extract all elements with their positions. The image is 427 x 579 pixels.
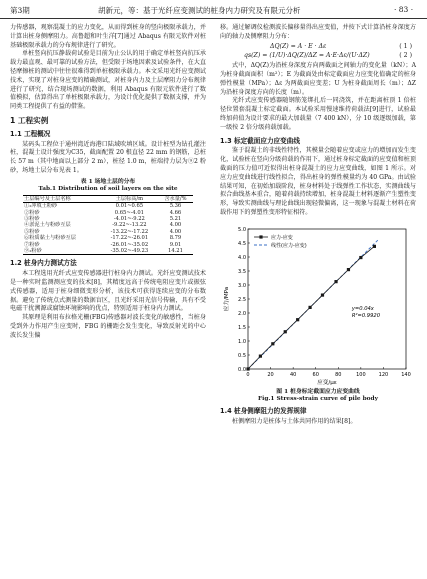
x-tick-label: 140 xyxy=(401,371,411,378)
paragraph: 移。通过解调仪检测波长偏移量得出应变值，并按下式计算沿桩身深度方向的轴力及侧摩阻力分布： xyxy=(220,24,416,40)
paragraph: 本工程选用光纤式应变传感器进行桩身内力测试。光纤应变测试技术是一种实时监测测应变的技术[8]，其精度远高于传统电阻应变片或振弦式传感器，适用于桩身细微变形分析，该技术可获得连续应变的分布数据。避免了传统点式测量的数据盲区，且光纤采用光信号传输，具有不受电磁干扰溯源或腐蚀环境影响的优点，特别适用于桩身内力测试。 xyxy=(10,270,206,313)
data-point xyxy=(373,244,376,247)
subsection-heading: 1.1 工程概况 xyxy=(10,129,51,138)
y-tick-label: 2.5 xyxy=(238,296,246,303)
paragraph: 单桩竖向抗压静载荷试验是目前为止公认的用于确定单桩竖向抗压承载力最直观、最可靠的试验方法，但受限于场地因素及试验条件，在大直径摩擦桩的测试中往往很难得到单桩极限承载力。本文采用光纤应变测试技术，实现了对桩身应变的精确测试，对桩身内力及土层摩阻力分布规律进行了研究，结合现场测试的数据，利用 Abaqus 有限元软件进行了数值模拟，估算得出了单桩极限承载力，为设计优化提供了数据支撑，并为同类工程提供了有益的借鉴。 xyxy=(10,50,206,111)
y-tick-label: 3.0 xyxy=(238,282,246,289)
paragraph: 其原理是利用布拉格光栅(FBG)传感器对波长变化的敏感性，当桩身受到外力作用产生应变时，FBG 的栅距会发生变化，导致反射光的中心波长发生偏 xyxy=(10,314,206,339)
table-cell: ⑤粉砂 xyxy=(24,228,40,235)
table-cell: -13.22~-17.22 xyxy=(110,228,149,235)
table-cell: 4.66 xyxy=(169,209,182,216)
x-tick-label: 0 xyxy=(246,371,250,378)
soil-layer-table xyxy=(23,195,193,256)
paragraph: 桩侧摩阻力是桩体与土体共同作用的结果[8]。 xyxy=(232,417,357,425)
table-cell: ③粉砂 xyxy=(24,215,40,222)
legend-label-1: 应力-应变 xyxy=(271,234,293,241)
data-point xyxy=(347,268,350,271)
paragraph: 式中，ΔQ(Z)为沿桩身深度方向两截面之间轴力的变化量（kN）；A 为桩身截面面积（m²）；E 为截面处由标定截面应力应变化值确定的桩身弹性模量（MPa）；Δε 为两截面应变差；U 为桩身截面周长（m）；ΔZ 为沿桩身深度方向的长度（m）。 xyxy=(220,62,416,96)
table-cell: -4.01~-9.22 xyxy=(113,215,145,222)
x-tick-label: 120 xyxy=(378,371,389,378)
running-title: 胡新元，等：基于光纤应变测试的桩身内力研究及有限元分析 xyxy=(98,6,301,15)
table-cell: -17.22~-26.01 xyxy=(110,235,149,242)
issue-number: 第3期 xyxy=(10,6,30,15)
paragraph: 鉴于混凝土的非线性特性，其模量会随着应变或应力的增加而发生变化，试验桩在竖向分级荷载的作用下，通过桩身标定截面的应变值和桩顶截面的压力值可近似得出桩身混凝土的应力应变曲线，如图 1 所示。对应力应变曲线进行线性拟合，得出桩身的弹性模量约为 40 GPa。由试验结果可知，在初始加载阶段，桩身材料处于线弹性工作状态，实测曲线与拟合曲线基本重合，随着荷载持续增加，桩身混凝土材料逐渐产生塑性变形，导致实测曲线与理论曲线出现轻微偏离，这一现象与混凝土材料在荷载作用下的弹塑性变形特征相符。 xyxy=(220,147,416,216)
stress-strain-chart xyxy=(220,221,416,389)
plot-frame xyxy=(248,229,406,369)
figure-caption-en: Fig.1 Stress-strain curve of pile body xyxy=(258,395,378,402)
data-point xyxy=(359,256,362,259)
table-cell: -9.22~-13.22 xyxy=(112,222,147,229)
x-tick-label: 60 xyxy=(312,371,319,378)
y-tick-label: 5.0 xyxy=(238,226,246,233)
x-tick-label: 100 xyxy=(356,371,366,378)
figure-caption-cn: 图 1 桩身标定截面应力应变曲线 xyxy=(276,388,360,395)
equation-2-body: qs(Z) = (1/U)·ΔQ(Z)/ΔZ = A·E·Δε/(U·ΔZ) xyxy=(244,52,370,60)
table-cell: 14.21 xyxy=(158,248,193,255)
table-cell: 9.01 xyxy=(169,241,182,248)
y-axis-label: 应力/MPa xyxy=(224,286,230,311)
y-tick-label: 3.5 xyxy=(238,268,246,275)
table-cell: ⑨₂粉砂 xyxy=(23,248,101,255)
fit-annotation: y=0.04x xyxy=(351,305,374,312)
y-tick-label: 1.5 xyxy=(238,324,246,331)
table-cell: -35.02~-49.23 xyxy=(101,248,158,255)
data-point xyxy=(334,280,337,283)
legend-marker-1 xyxy=(259,235,262,238)
table-row xyxy=(23,203,193,210)
table-caption-en: Tab.1 Distribution of soil layers on the site xyxy=(38,185,178,192)
data-point xyxy=(296,318,299,321)
equation-1-body: ΔQ(Z) = A · E · Δε xyxy=(270,42,327,50)
subsection-heading: 1.2 桩身内力测试方法 xyxy=(10,259,77,268)
y-tick-label: 0.0 xyxy=(238,366,246,373)
right-column xyxy=(220,24,416,426)
table-cell: 4.00 xyxy=(169,228,182,235)
x-axis-label: 应变/με xyxy=(317,379,337,386)
table-cell: 0.01~0.65 xyxy=(115,203,144,210)
y-tick-label: 2.0 xyxy=(238,310,246,317)
legend-label-2: 线性(应力-应变) xyxy=(271,242,307,249)
left-column xyxy=(10,24,206,341)
data-point xyxy=(246,367,249,370)
x-tick-label: 20 xyxy=(267,371,274,378)
paragraph: 某码头工程位于通州湾近海港口陆域吹填区域。设计桩型为钻孔灌注桩，混凝土设计强度为C35，截面配置 20 根直径 22 mm 的钢筋，总桩长 57 m（其中地面以上部分 2 m），桩径 1.0 m，桩端持力层为⑨2 粉砂，场地土层分布见表 1。 xyxy=(10,140,206,174)
table-header-cell: 土层标高/m xyxy=(101,195,158,202)
y-tick-label: 4.0 xyxy=(238,254,246,261)
table-cell: ②粉砂 xyxy=(24,209,40,216)
table-cell: -26.01~-35.02 xyxy=(110,241,149,248)
table-cell: 8.79 xyxy=(169,235,182,242)
data-point xyxy=(259,354,262,357)
equation-2 xyxy=(220,52,416,61)
fit-annotation: R²=0.9920 xyxy=(351,312,381,319)
table-cell: 5.21 xyxy=(169,215,182,222)
table-cell: ⑥粉质黏土与粉砂互层 xyxy=(24,235,76,242)
table-cell: ④淤泥土与粉砂互层 xyxy=(24,222,71,229)
figure-caption xyxy=(220,389,416,403)
table-row xyxy=(23,248,193,255)
equation-2-number: ( 2 ) xyxy=(399,52,412,60)
table-cell: 4.00 xyxy=(169,222,182,229)
table-header-cell: 土层编号及土层名称 xyxy=(23,195,101,202)
y-tick-label: 1.0 xyxy=(238,338,246,345)
table-cell: ①₂冲填土粉砂 xyxy=(24,203,58,210)
paragraph: 力传感器，观察混凝土的应力变化，从而得到桩身的竖向极限承载力，并计算出桩身侧摩阻力。高鲁超和叶生洋[7]通过 Abaqus 有限元软件对桩基础极限承载力的分布规律进行了研究。 xyxy=(10,24,206,49)
paragraph: 光纤式应变传感器随钢筋笼绑扎后一同浇筑，并在距离桩顶 1 倍桩径位置套混凝土标定截面。本试验采用慢速维持荷载法[9]进行，试验最终加荷值为设计要求的最大加载量（7 400 kN），分 10 级逐级加载，第一级按 2 倍分级荷载加载。 xyxy=(220,97,416,131)
equation-1-number: ( 1 ) xyxy=(399,42,412,50)
page-number: · 83 · xyxy=(394,5,414,14)
y-tick-label: 0.5 xyxy=(238,352,246,359)
subsection-heading: 1.4 桩身侧摩阻力的发挥规律 xyxy=(220,406,307,415)
data-point xyxy=(271,342,274,345)
x-tick-label: 40 xyxy=(289,371,297,378)
table-caption xyxy=(10,179,206,193)
table-cell: ⑦粉砂 xyxy=(24,241,40,248)
data-point xyxy=(284,330,287,333)
data-point xyxy=(321,293,324,296)
x-tick-label: 80 xyxy=(335,371,342,378)
table-cell: 0.65~-4.01 xyxy=(114,209,144,216)
section-heading: 1 工程实例 xyxy=(10,115,49,125)
page-header xyxy=(0,0,427,19)
table-cell: 5.36 xyxy=(169,203,182,210)
subsection-heading: 1.3 标定截面应力应变曲线 xyxy=(220,136,300,145)
data-point xyxy=(308,306,311,309)
table-header-cell: 含水量/% xyxy=(158,195,193,202)
table-caption-cn: 表 1 场地土层的分布 xyxy=(80,178,136,185)
y-tick-label: 4.5 xyxy=(238,240,246,247)
stress-strain-figure xyxy=(220,221,416,389)
equation-1 xyxy=(220,43,416,52)
